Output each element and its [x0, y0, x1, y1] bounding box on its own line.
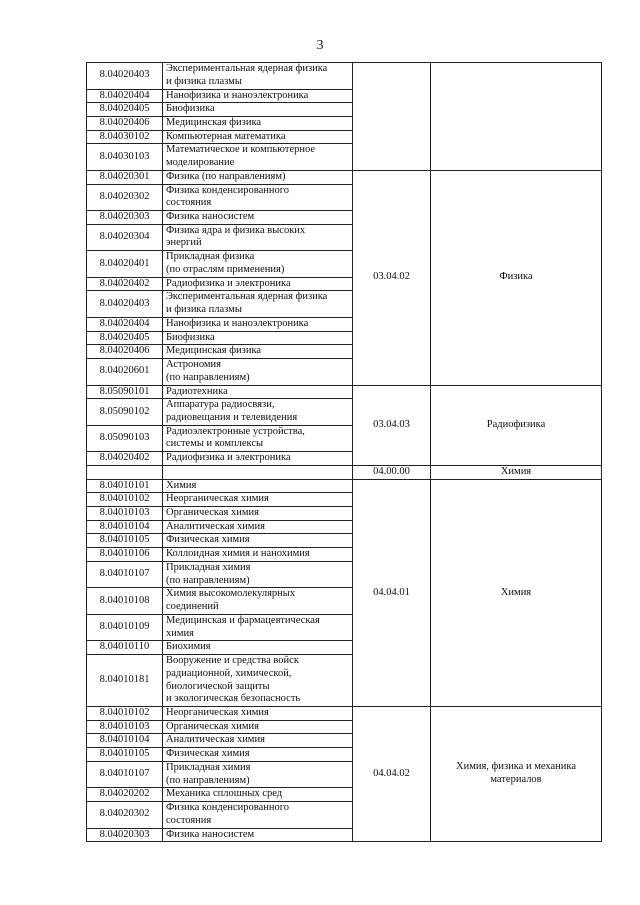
specialty-name [163, 748, 353, 762]
specialty-code: 8.05090102 [87, 399, 163, 426]
specialty-name [163, 251, 353, 278]
specialty-name [163, 144, 353, 171]
direction-code: 04.04.01 [353, 479, 431, 706]
direction-code: 03.04.03 [353, 385, 431, 465]
specialty-name [163, 828, 353, 842]
specialty-name [163, 493, 353, 507]
specialty-code: 8.04020303 [87, 211, 163, 225]
specialty-name-line: Неорганическая химия [166, 707, 269, 719]
specialty-name [163, 103, 353, 117]
specialty-code: 8.05090103 [87, 425, 163, 452]
specialty-name-line: Биохимия [166, 641, 211, 653]
specialty-name [163, 788, 353, 802]
specialty-name-line: и экологическая безопасность [166, 693, 301, 705]
specialty-name-line: Органическая химия [166, 720, 259, 732]
specialty-name-line: системы и комплексы [166, 438, 264, 450]
specialty-code: 8.04010107 [87, 561, 163, 588]
specialty-name-line: Аппаратура радиосвязи, [166, 399, 275, 411]
specialty-name [163, 291, 353, 318]
specialty-code: 8.04020404 [87, 89, 163, 103]
specialty-name [163, 345, 353, 359]
table-row [87, 170, 602, 184]
specialty-name [163, 465, 353, 479]
specialties-table [86, 62, 602, 842]
specialty-code: 8.04010107 [87, 761, 163, 788]
table-row [87, 707, 602, 721]
specialty-name-line: Физическая химия [166, 748, 250, 760]
specialty-code: 8.04020403 [87, 291, 163, 318]
specialty-name-line: Экспериментальная ядерная физика [166, 63, 328, 75]
specialty-code: 8.04020406 [87, 345, 163, 359]
specialty-name-line: моделирование [166, 157, 235, 169]
specialty-code: 8.04020304 [87, 224, 163, 251]
specialty-name [163, 452, 353, 466]
specialty-name [163, 399, 353, 426]
specialty-name [163, 425, 353, 452]
specialty-name-line: Медицинская физика [166, 345, 262, 357]
specialty-name [163, 520, 353, 534]
direction-code: 03.04.02 [353, 170, 431, 385]
specialty-name-line: Прикладная химия [166, 761, 251, 773]
specialty-code: 8.04020601 [87, 359, 163, 386]
specialty-name-line: Нанофизика и наноэлектроника [166, 317, 309, 329]
direction-name: Физика [431, 170, 602, 385]
direction-code [353, 63, 431, 171]
specialty-name-line: Экспериментальная ядерная физика [166, 291, 328, 303]
page-number: 3 [316, 38, 324, 53]
specialty-code: 8.04030102 [87, 130, 163, 144]
specialty-code: 8.04020402 [87, 277, 163, 291]
specialty-name-line: Химия высокомолекулярных [166, 588, 296, 600]
specialty-code: 8.04020404 [87, 317, 163, 331]
specialty-name [163, 548, 353, 562]
specialty-name [163, 116, 353, 130]
specialty-name-line: Радиофизика и электроника [166, 452, 291, 464]
specialty-name-line: химия [166, 627, 194, 639]
specialty-name-line: Математическое и компьютерное [166, 144, 316, 156]
table-row [87, 479, 602, 493]
specialty-name-line: Аналитическая химия [166, 734, 265, 746]
specialty-name-line [166, 466, 349, 479]
direction-name: Химия, физика и механика материалов [431, 707, 602, 842]
specialty-name [163, 761, 353, 788]
specialty-name-line: Неорганическая химия [166, 493, 269, 505]
specialty-name-line: Радиотехника [166, 385, 228, 397]
specialty-name [163, 561, 353, 588]
specialty-name [163, 170, 353, 184]
specialty-name [163, 720, 353, 734]
specialty-code: 8.04020303 [87, 828, 163, 842]
specialty-code: 8.04020406 [87, 116, 163, 130]
specialty-code: 8.04010104 [87, 734, 163, 748]
specialty-name [163, 614, 353, 641]
specialty-name-line: Радиоэлектронные устройства, [166, 425, 305, 437]
specialty-name-line: и физика плазмы [166, 304, 242, 316]
specialty-name [163, 734, 353, 748]
specialty-code: 8.04010101 [87, 479, 163, 493]
specialty-code: 8.04010105 [87, 534, 163, 548]
specialty-code: 8.04010103 [87, 507, 163, 521]
specialty-name-line: Физическая химия [166, 534, 250, 546]
specialty-name-line: Биофизика [166, 331, 215, 343]
specialty-name-line: (по направлениям) [166, 574, 250, 586]
specialty-name [163, 479, 353, 493]
specialty-name-line: Медицинская и фармацевтическая [166, 614, 320, 626]
direction-name: Химия [431, 465, 602, 479]
specialty-name-line: Компьютерная математика [166, 130, 286, 142]
specialty-code: 8.04010181 [87, 655, 163, 707]
specialty-name-line: Физика ядра и физика высоких [166, 224, 306, 236]
specialty-name-line: состояния [166, 814, 212, 826]
specialty-name-line: биологической защиты [166, 680, 270, 692]
specialty-code: 8.04020402 [87, 452, 163, 466]
specialty-code: 8.04030103 [87, 144, 163, 171]
specialty-code: 8.04010103 [87, 720, 163, 734]
specialty-name-line: Вооружение и средства войск [166, 655, 299, 667]
specialty-code: 8.04020405 [87, 103, 163, 117]
specialty-code: 8.04020301 [87, 170, 163, 184]
specialty-name-line: Биофизика [166, 103, 215, 115]
table-row [87, 465, 602, 479]
specialty-name-line: состояния [166, 197, 212, 209]
specialty-name-line: Физика наносистем [166, 828, 255, 840]
specialty-name-line: радиационной, химической, [166, 667, 292, 679]
specialty-code: 8.04010108 [87, 588, 163, 615]
specialty-code: 8.04010109 [87, 614, 163, 641]
specialty-name [163, 641, 353, 655]
direction-name [431, 63, 602, 171]
specialty-name-line: Медицинская физика [166, 116, 262, 128]
specialty-name [163, 317, 353, 331]
table-body [87, 63, 602, 842]
specialty-name-line: радиовещания и телевидения [166, 411, 298, 423]
specialty-name-line: Прикладная физика [166, 251, 255, 263]
specialty-name-line: Физика наносистем [166, 211, 255, 223]
specialty-name [163, 507, 353, 521]
specialty-name [163, 385, 353, 399]
table-row [87, 63, 602, 90]
specialty-name-line: Органическая химия [166, 507, 259, 519]
specialty-code: 8.04020405 [87, 331, 163, 345]
specialty-name-line: и физика плазмы [166, 75, 242, 87]
specialty-name [163, 707, 353, 721]
specialty-name-line: Прикладная химия [166, 561, 251, 573]
specialty-name-line: (по направлениям) [166, 371, 250, 383]
specialty-code [87, 465, 163, 479]
specialty-name-line: Радиофизика и электроника [166, 277, 291, 289]
specialty-code: 8.04020302 [87, 802, 163, 829]
specialty-name [163, 277, 353, 291]
specialty-name [163, 331, 353, 345]
specialty-name [163, 211, 353, 225]
specialty-code: 8.04010106 [87, 548, 163, 562]
specialty-code: 8.04010105 [87, 748, 163, 762]
specialty-name-line: Коллоидная химия и нанохимия [166, 548, 310, 560]
specialty-name-line: Механика сплошных сред [166, 788, 283, 800]
specialty-name [163, 534, 353, 548]
specialty-code: 8.04010104 [87, 520, 163, 534]
specialty-name-line: Физика конденсированного [166, 802, 290, 814]
direction-name: Радиофизика [431, 385, 602, 465]
specialty-name-line: (по направлениям) [166, 774, 250, 786]
specialty-name [163, 89, 353, 103]
specialty-name [163, 224, 353, 251]
specialty-name [163, 63, 353, 90]
specialty-name-line: соединений [166, 601, 219, 613]
specialty-code: 8.04020403 [87, 63, 163, 90]
specialty-name [163, 588, 353, 615]
specialty-code: 8.04020302 [87, 184, 163, 211]
direction-name: Химия [431, 479, 602, 706]
specialty-name-line: (по отраслям применения) [166, 263, 285, 275]
specialty-name-line: Астрономия [166, 359, 221, 371]
specialty-code: 8.04020401 [87, 251, 163, 278]
specialty-name [163, 359, 353, 386]
specialty-name [163, 655, 353, 707]
specialty-code: 8.04010102 [87, 707, 163, 721]
table-row [87, 385, 602, 399]
specialty-code: 8.05090101 [87, 385, 163, 399]
specialty-name-line: энергий [166, 237, 202, 249]
specialty-name [163, 802, 353, 829]
specialty-code: 8.04020202 [87, 788, 163, 802]
direction-code: 04.00.00 [353, 465, 431, 479]
specialty-name-line: Химия [166, 479, 197, 491]
specialty-name-line: Физика (по направлениям) [166, 170, 286, 182]
specialty-name [163, 130, 353, 144]
specialty-name-line: Физика конденсированного [166, 184, 290, 196]
direction-code: 04.04.02 [353, 707, 431, 842]
specialty-code: 8.04010110 [87, 641, 163, 655]
specialty-name-line: Аналитическая химия [166, 520, 265, 532]
specialty-name-line: Нанофизика и наноэлектроника [166, 89, 309, 101]
specialty-name [163, 184, 353, 211]
specialty-code: 8.04010102 [87, 493, 163, 507]
